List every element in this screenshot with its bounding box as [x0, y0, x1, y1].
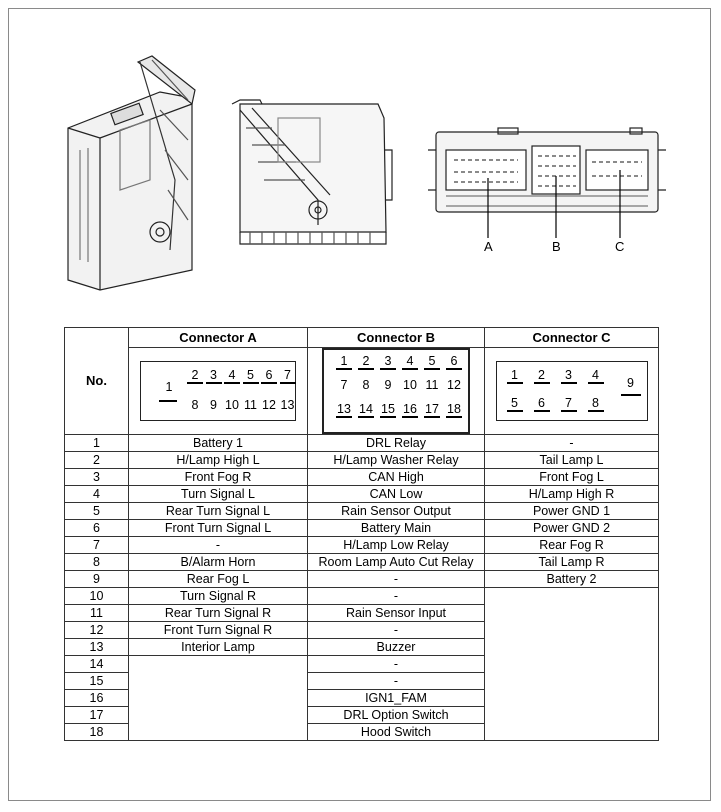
connector-b-function: -: [308, 588, 485, 605]
pin-label: 13: [280, 398, 295, 412]
pin-underline: [159, 400, 177, 402]
pin-label: 2: [187, 368, 203, 384]
pin-label: 4: [588, 368, 604, 384]
header-connector-b: Connector B: [308, 328, 485, 348]
table-row: [65, 503, 659, 520]
connector-b-function: -: [308, 656, 485, 673]
pin-label: 9: [210, 398, 217, 412]
connector-b-function: -: [308, 622, 485, 639]
pin-label: 16: [403, 402, 417, 416]
connector-b-function: Rain Sensor Output: [308, 503, 485, 520]
table-row: [65, 588, 659, 605]
connector-a-empty: [129, 656, 308, 741]
pin-number: 1: [65, 435, 129, 452]
connector-b-function: Room Lamp Auto Cut Relay: [308, 554, 485, 571]
pin-number: 18: [65, 724, 129, 741]
header-connector-a: Connector A: [129, 328, 308, 348]
pin-label: 3: [206, 368, 222, 384]
connector-b-function: Hood Switch: [308, 724, 485, 741]
table-row: [65, 435, 659, 452]
pin-label: 13: [337, 402, 351, 416]
connector-c-function: Rear Fog R: [485, 537, 659, 554]
connector-c-callout: C: [615, 239, 625, 254]
pin-number: 14: [65, 656, 129, 673]
connector-b-function: DRL Option Switch: [308, 707, 485, 724]
header-connector-c: Connector C: [485, 328, 659, 348]
connector-a-function: Rear Fog L: [129, 571, 308, 588]
table-row: [65, 520, 659, 537]
pin-label: 1: [336, 354, 352, 370]
connector-a-function: Rear Turn Signal R: [129, 605, 308, 622]
pin-number: 12: [65, 622, 129, 639]
pin-label: 5: [507, 396, 523, 412]
connector-a-function: Turn Signal L: [129, 486, 308, 503]
connector-b-function: Rain Sensor Input: [308, 605, 485, 622]
connector-b-function: CAN High: [308, 469, 485, 486]
connector-a-function: Interior Lamp: [129, 639, 308, 656]
connector-c-face-cell: [485, 348, 659, 435]
connector-b-function: H/Lamp Low Relay: [308, 537, 485, 554]
pin-number: 11: [65, 605, 129, 622]
connector-c-function: Tail Lamp R: [485, 554, 659, 571]
connector-a-function: Front Turn Signal R: [129, 622, 308, 639]
connector-b-face-cell: [308, 348, 485, 435]
connector-a-function: Front Fog R: [129, 469, 308, 486]
pin-label: 6: [446, 354, 462, 370]
connector-c-function: Tail Lamp L: [485, 452, 659, 469]
connector-face-row: [65, 348, 659, 435]
pin-label: 18: [447, 402, 461, 416]
pin-number: 6: [65, 520, 129, 537]
table-row: [65, 486, 659, 503]
pin-label: 7: [340, 378, 348, 392]
pin-number: 5: [65, 503, 129, 520]
pin-number: 10: [65, 588, 129, 605]
connector-b-function: DRL Relay: [308, 435, 485, 452]
pin-label: 6: [261, 368, 277, 384]
pin-label: 10: [403, 378, 417, 392]
connector-b-function: -: [308, 571, 485, 588]
table-row: [65, 537, 659, 554]
pin-number: 17: [65, 707, 129, 724]
pin-label: 17: [425, 402, 439, 416]
connector-b-callout: B: [552, 239, 561, 254]
connector-c-function: H/Lamp High R: [485, 486, 659, 503]
table-row: [65, 469, 659, 486]
connector-b-function: Battery Main: [308, 520, 485, 537]
pin-number: 7: [65, 537, 129, 554]
pin-label: 8: [362, 378, 370, 392]
table-row: [65, 571, 659, 588]
pin-label: 6: [534, 396, 550, 412]
pin-label: 12: [262, 398, 276, 412]
connector-c-function: -: [485, 435, 659, 452]
connector-b-function: CAN Low: [308, 486, 485, 503]
pin-number: 15: [65, 673, 129, 690]
pin-number: 3: [65, 469, 129, 486]
header-no: No.: [65, 328, 129, 435]
connector-b-function: Buzzer: [308, 639, 485, 656]
connector-b-face: [322, 348, 470, 434]
connector-c-function: Battery 2: [485, 571, 659, 588]
pin-number: 13: [65, 639, 129, 656]
pin-label: 10: [225, 398, 239, 412]
pin-label: 11: [425, 378, 439, 392]
connector-c-function: Power GND 1: [485, 503, 659, 520]
pin-number: 8: [65, 554, 129, 571]
pin-label: 3: [561, 368, 577, 384]
table-header-row: [65, 328, 659, 348]
connector-a-function: Front Turn Signal L: [129, 520, 308, 537]
connector-a-callout: A: [484, 239, 493, 254]
module-side-view: [232, 100, 392, 244]
pin-label: 5: [424, 354, 440, 370]
pin-label: 8: [588, 396, 604, 412]
pin-underline: [621, 394, 641, 396]
pin-label: 1: [165, 380, 173, 394]
connector-a-function: Battery 1: [129, 435, 308, 452]
connector-a-face-cell: [129, 348, 308, 435]
pin-label: 7: [280, 368, 296, 384]
pin-label: 12: [447, 378, 461, 392]
connector-a-function: Turn Signal R: [129, 588, 308, 605]
pin-label: 7: [561, 396, 577, 412]
connector-c-empty: [485, 588, 659, 741]
connector-b-function: -: [308, 673, 485, 690]
pin-label: 4: [402, 354, 418, 370]
pin-number: 9: [65, 571, 129, 588]
connector-a-function: H/Lamp High L: [129, 452, 308, 469]
pin-label: 9: [384, 378, 392, 392]
pinout-table: [64, 327, 659, 741]
connector-a-function: B/Alarm Horn: [129, 554, 308, 571]
connector-c-function: Power GND 2: [485, 520, 659, 537]
connector-a-function: Rear Turn Signal L: [129, 503, 308, 520]
pin-label: 3: [380, 354, 396, 370]
connector-c-function: Front Fog L: [485, 469, 659, 486]
pin-label: 9: [627, 376, 634, 390]
connector-face-view: [428, 128, 666, 238]
pin-label: 14: [359, 402, 373, 416]
connector-b-function: H/Lamp Washer Relay: [308, 452, 485, 469]
connector-b-function: IGN1_FAM: [308, 690, 485, 707]
connector-c-face: [496, 361, 648, 421]
connector-a-function: -: [129, 537, 308, 554]
table-row: [65, 452, 659, 469]
pin-label: 2: [534, 368, 550, 384]
pin-label: 4: [224, 368, 240, 384]
pin-label: 2: [358, 354, 374, 370]
pin-number: 4: [65, 486, 129, 503]
table-row: [65, 554, 659, 571]
pin-number: 2: [65, 452, 129, 469]
module-isometric-view: [68, 56, 195, 290]
pin-label: 8: [191, 398, 199, 412]
connector-a-face: [140, 361, 296, 421]
pin-label: 15: [381, 402, 395, 416]
pin-label: 11: [244, 398, 257, 412]
module-illustrations: [0, 0, 721, 320]
pin-label: 5: [243, 368, 259, 384]
pin-number: 16: [65, 690, 129, 707]
pin-label: 1: [507, 368, 523, 384]
